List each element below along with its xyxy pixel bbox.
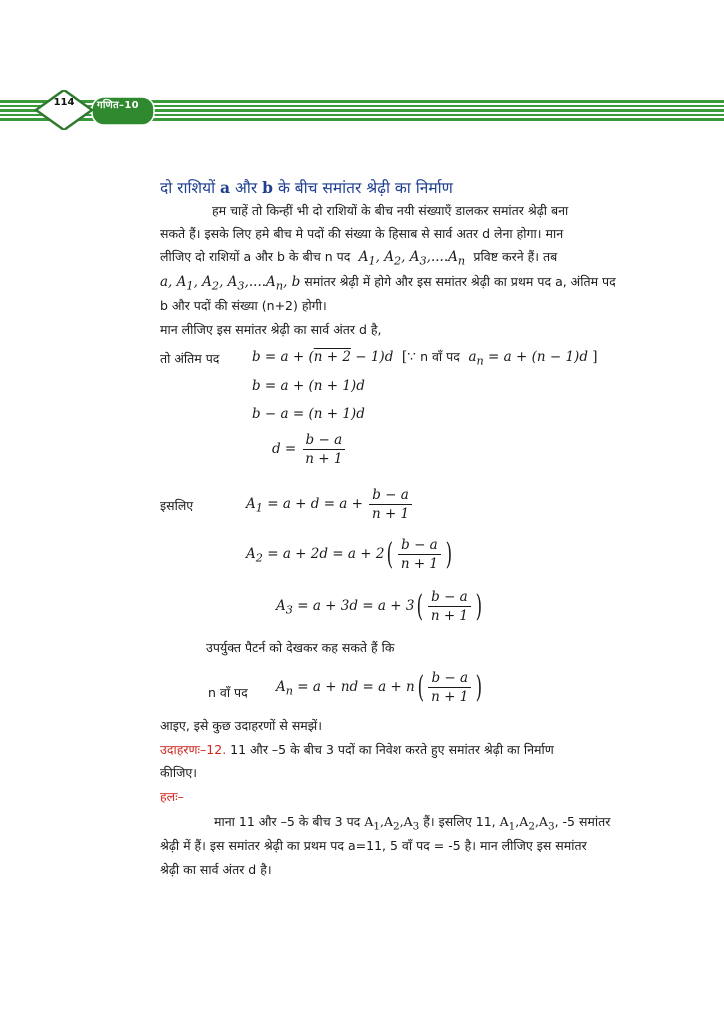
pattern-text: उपर्युक्त पैटर्न को देखकर कह सकते हैं कि — [206, 640, 395, 655]
solution-line-3: श्रेढ़ी का सार्व अंतर d है। — [160, 862, 272, 877]
equation-2: b = a + (n + 1)d — [252, 378, 365, 394]
intro-line-1: हम चाहें तो किन्हीं भी दो राशियों के बीच नयी संख्याएँ डालकर समांतर श्रेढ़ी बना — [212, 203, 569, 218]
equation-d: d = $\frac{b - a}{n + 1}$ — [272, 432, 347, 467]
equation-A1: $A_1 = a + d = a$ + $\frac{b - a}{n + 1}$ — [246, 487, 414, 522]
equation-last-term: b = a + (n + 2 − 1)d [∵ n वाँ पद $a_n = a + (n - 1)d$ ] — [252, 349, 598, 368]
book-title: गणित–10 — [97, 100, 139, 111]
intro-line-2: सकते हैं। इसके लिए हमे बीच मे पदों की संख्या के हिसाब से सार्व अतर d लेना होगा। मान — [160, 226, 564, 241]
example-line-1: उदाहरणः–12. 11 और –5 के बीच 3 पदों का निवेश करते हुए समांतर श्रेढ़ी का निर्माण — [160, 742, 554, 757]
intro-line-6: मान लीजिए इस समांतर श्रेढ़ी का सार्व अंतर d है, — [160, 322, 382, 337]
last-term-label: तो अंतिम पद — [160, 351, 220, 366]
solution-line-1: माना 11 और –5 के बीच 3 पद $A_1,A_2,A_3$ हैं। इसलिए 11, $A_1,A_2,A_3$, -5 समांतर — [214, 814, 611, 833]
intro-line-5: b और पदों की संख्या (n+2) होगी। — [160, 298, 327, 313]
solution-line-2: श्रेढ़ी में हैं। इस समांतर श्रेढ़ी का प्रथम पद a=11, 5 वाँ पद = -5 है। मान लीजिए इस समांतर — [160, 838, 587, 853]
page-number: 114 — [53, 97, 75, 108]
section-heading: दो राशियों a और b के बीच समांतर श्रेढ़ी का निर्माण — [160, 178, 453, 197]
intro-line-4: a, $A_1$, $A_2$, $A_3,....A_n$, b समांतर श्रेढ़ी में होगे और इस समांतर श्रेढ़ी का प्रथम पद a, अंतिम पद — [160, 274, 616, 293]
equation-3: b − a = (n + 1)d — [252, 406, 365, 422]
example-line-2: कीजिए। — [160, 765, 198, 780]
equation-An: $A_n = a$ + nd = a + n( $\frac{b - a}{n + 1}$ ) — [276, 670, 483, 705]
example-label: उदाहरणः–12. — [160, 742, 227, 757]
solution-label: हलः– — [160, 789, 184, 804]
equation-A2: $A_2 = a + 2d = a + 2$( $\frac{b - a}{n + 1}$ ) — [246, 537, 452, 572]
equation-A3: $A_3 = a + 3d = a + 3$( $\frac{b - a}{n + 1}$ ) — [276, 589, 482, 624]
examples-intro: आइए, इसे कुछ उदाहरणों से समझें। — [160, 718, 322, 733]
nth-term-label: n वाँ पद — [208, 685, 248, 700]
intro-line-3: लीजिए दो राशियों a और b के बीच n पद $A_1$, $A_2$, $A_3,....A_n$ प्रविष्ट करने हैं। तब — [160, 249, 558, 268]
therefore-label: इसलिए — [160, 498, 194, 513]
